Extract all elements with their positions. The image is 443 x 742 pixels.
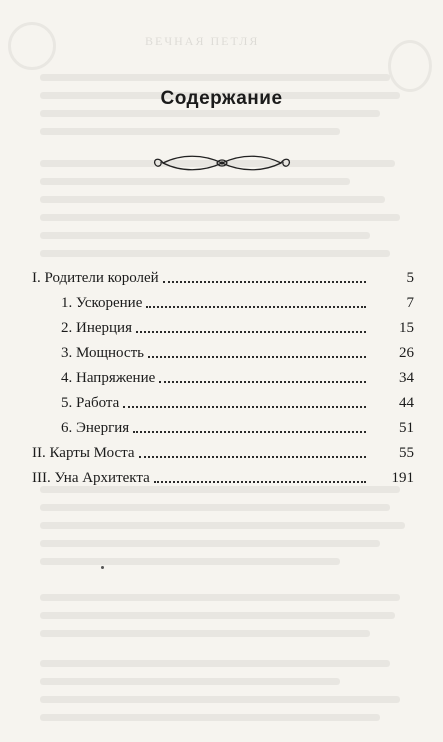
toc-entry-page-number: 51 [399,420,414,436]
dot-leader [133,430,366,433]
toc-entry-page-number: 34 [399,370,414,386]
flourish-divider-icon [151,150,293,176]
toc-entry-page-number: 7 [406,295,414,311]
toc-entry-label: 1. Ускорение [61,295,143,311]
toc-entry[interactable] [32,362,414,387]
stray-dot [101,566,104,569]
toc-entry-label: I. Родители королей [32,270,159,286]
page-title: Содержание [160,88,283,109]
dot-leader [154,480,366,483]
table-of-contents [32,262,414,487]
toc-entry-page-number: 44 [399,395,414,411]
toc-entry[interactable] [32,337,414,362]
toc-entry-label: 5. Работа [61,395,120,411]
toc-entry-page-number: 15 [399,320,414,336]
dot-leader [146,305,366,308]
toc-entry[interactable] [32,262,414,287]
bleed-through-header: ВЕЧНАЯ ПЕТЛЯ [145,34,260,48]
toc-entry-label: III. Уна Архитекта [32,470,150,486]
toc-entry-page-number: 191 [391,470,414,486]
dot-leader [163,280,366,283]
dot-leader [139,455,366,458]
toc-entry-page-number: 5 [406,270,414,286]
toc-entry-page-number: 26 [399,345,414,361]
dot-leader [136,330,366,333]
toc-entry-label: 2. Инерция [61,320,132,336]
dot-leader [159,380,366,383]
dot-leader [123,405,366,408]
toc-entry-label: 4. Напряжение [61,370,156,386]
toc-entry-label: 6. Энергия [61,420,130,436]
toc-entry[interactable] [32,437,414,462]
toc-entry[interactable] [32,412,414,437]
toc-entry[interactable] [32,312,414,337]
toc-entry-page-number: 55 [399,445,414,461]
toc-entry[interactable] [32,287,414,312]
toc-entry[interactable] [32,387,414,412]
toc-entry-label: 3. Мощность [61,345,144,361]
dot-leader [148,355,366,358]
toc-entry[interactable] [32,462,414,487]
toc-entry-label: II. Карты Моста [32,445,135,461]
